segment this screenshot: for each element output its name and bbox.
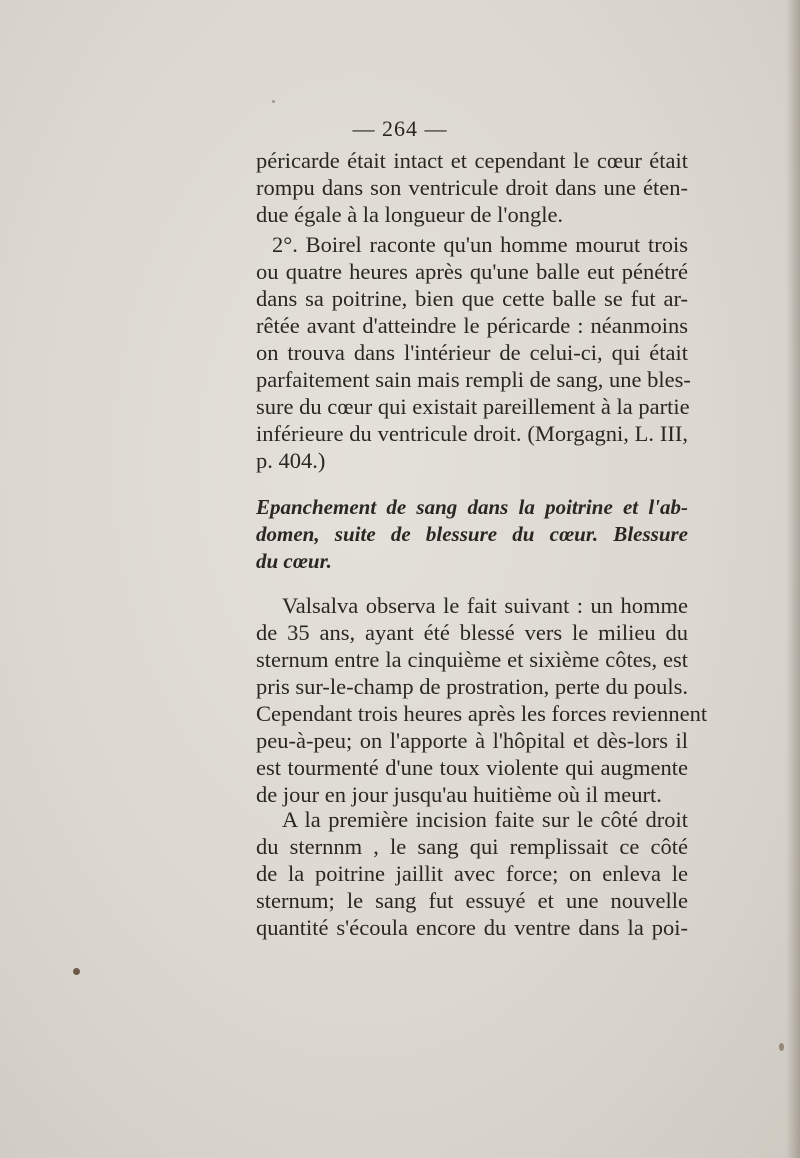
text-line: de la poitrine jaillit avec force; on enleva le xyxy=(256,861,688,886)
heading-line: du cœur. xyxy=(256,549,332,573)
text-line: du sternnm , le sang qui remplissait ce côté xyxy=(256,834,688,859)
paragraph-boirel xyxy=(256,231,691,474)
text-line: pris sur-le-champ de prostration, perte du pouls. xyxy=(256,674,688,699)
paragraph-valsalva xyxy=(256,592,708,808)
text-line: 2°. Boirel raconte qu'un homme mourut trois xyxy=(272,232,688,257)
paper-speck xyxy=(272,100,275,103)
text-line: peu-à-peu; on l'apporte à l'hôpital et dès-lors il xyxy=(256,728,688,753)
text-line: rompu dans son ventricule droit dans une éten- xyxy=(256,175,688,200)
text-line: sure du cœur qui existait pareillement à la partie xyxy=(256,394,690,419)
paper-speck xyxy=(73,968,80,975)
text-line: due égale à la longueur de l'ongle. xyxy=(256,202,564,227)
text-line: quantité s'écoula encore du ventre dans la poi- xyxy=(256,915,688,940)
text-line: rêtée avant d'atteindre le péricarde : néanmoins xyxy=(256,313,688,338)
text-line: péricarde était intact et cependant le cœur était xyxy=(256,148,688,173)
heading-line: Epanchement de sang dans la poitrine et l'ab- xyxy=(256,495,688,519)
paragraph-incision xyxy=(256,806,688,941)
text-line: sternum entre la cinquième et sixième côtes, est xyxy=(256,647,688,672)
text-line: p. 404.) xyxy=(256,448,326,473)
text-line: A la première incision faite sur le côté droit xyxy=(282,807,688,832)
paragraph-continuation xyxy=(256,147,688,228)
text-line: inférieure du ventricule droit. (Morgagni, L. III, xyxy=(256,421,688,446)
text-line: ou quatre heures après qu'une balle eut pénétré xyxy=(256,259,688,284)
text-line: Cependant trois heures après les forces reviennent xyxy=(256,701,708,726)
text-line: dans sa poitrine, bien que cette balle se fut ar- xyxy=(256,286,688,311)
text-line: est tourmenté d'une toux violente qui augmente xyxy=(256,755,688,780)
text-line: on trouva dans l'intérieur de celui-ci, qui était xyxy=(256,340,688,365)
text-line: sternum; le sang fut essuyé et une nouvelle xyxy=(256,888,688,913)
text-line: parfaitement sain mais rempli de sang, une bles- xyxy=(256,367,691,392)
section-heading xyxy=(256,494,688,575)
paper-speck xyxy=(779,1043,784,1051)
text-line: de 35 ans, ayant été blessé vers le milieu du xyxy=(256,620,688,645)
text-line: Valsalva observa le fait suivant : un homme xyxy=(282,593,688,618)
text-line: de jour en jour jusqu'au huitième où il meurt. xyxy=(256,782,662,807)
heading-line: domen, suite de blessure du cœur. Blessure xyxy=(256,522,688,546)
page-number: — 264 — xyxy=(352,116,448,141)
